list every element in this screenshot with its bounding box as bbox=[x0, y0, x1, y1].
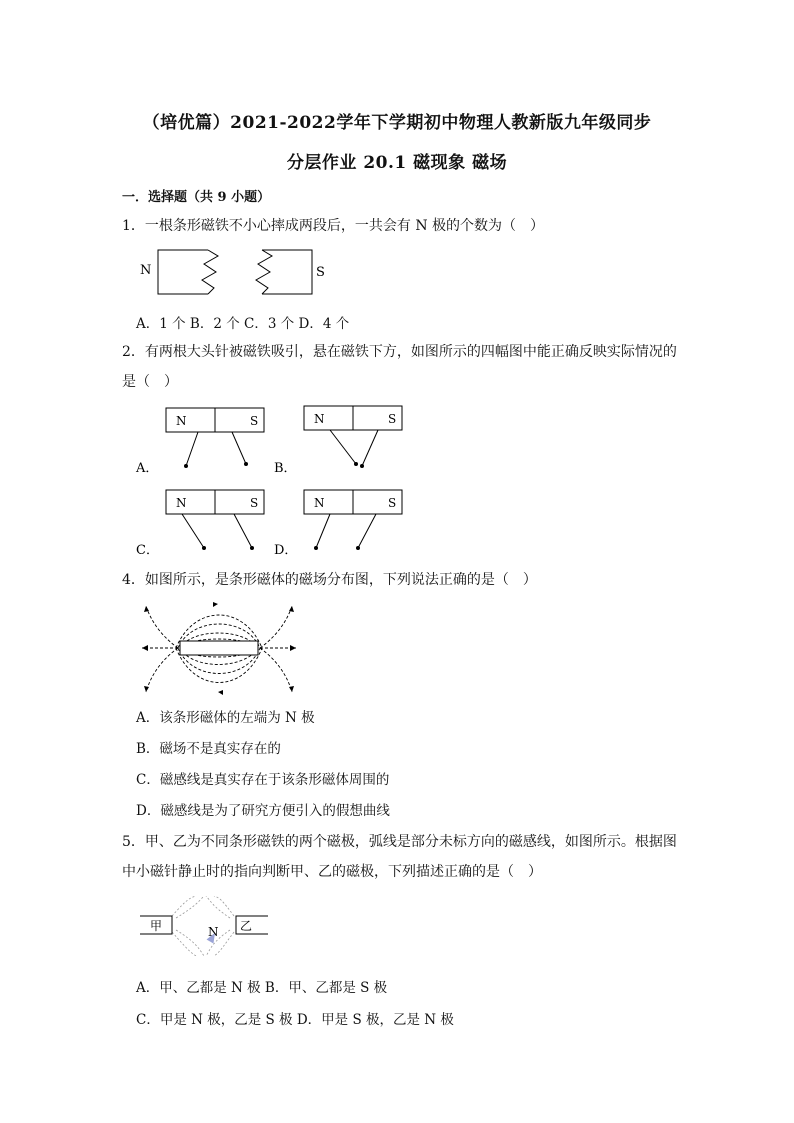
q2-label-d: D． bbox=[274, 543, 298, 558]
q1-broken-magnet-figure bbox=[136, 248, 336, 298]
q5-stem-line1: 5．甲、乙为不同条形磁铁的两个磁极，弧线是部分未标方向的磁感线，如图所示。根据图 bbox=[122, 834, 677, 850]
q2-c-n: N bbox=[176, 496, 187, 510]
q5-options-line1: A．甲、乙都是 N 极 B．甲、乙都是 S 极 bbox=[136, 980, 388, 996]
q4-stem: 4．如图所示，是条形磁体的磁场分布图，下列说法正确的是（ ） bbox=[122, 572, 537, 588]
q5-figure bbox=[140, 896, 270, 956]
q5-label-yi: 乙 bbox=[240, 919, 253, 933]
q5-options-line2: C．甲是 N 极，乙是 S 极 D．甲是 S 极，乙是 N 极 bbox=[136, 1012, 454, 1028]
q2-figures bbox=[130, 402, 420, 562]
q4-magnetic-field-figure bbox=[138, 600, 300, 696]
q4-option-b: B．磁场不是真实存在的 bbox=[136, 741, 281, 757]
q1-right-break-edge bbox=[256, 250, 272, 294]
q2-label-c: C． bbox=[136, 543, 159, 558]
q2-a-n: N bbox=[176, 414, 187, 428]
q1-s-label: S bbox=[316, 265, 325, 280]
q5-label-jia: 甲 bbox=[150, 919, 163, 933]
q1-options: A．1 个 B．2 个 C．3 个 D．4 个 bbox=[136, 316, 350, 332]
q4-option-d: D．磁感线是为了研究方便引入的假想曲线 bbox=[136, 803, 390, 819]
q1-left-piece bbox=[158, 250, 208, 294]
q2-b-n: N bbox=[314, 412, 325, 426]
q2-a-pin-right bbox=[232, 432, 246, 464]
q1-left-break-edge bbox=[202, 250, 218, 294]
q5-field-lines bbox=[172, 896, 234, 956]
q2-stem-line2: 是（ ） bbox=[122, 374, 178, 390]
section-heading: 一．选择题（共 9 小题） bbox=[122, 190, 271, 205]
q5-stem-line2: 中小磁针静止时的指向判断甲、乙的磁极，下列描述正确的是（ ） bbox=[122, 864, 542, 880]
q2-b-s: S bbox=[388, 412, 397, 426]
q4-option-c: C．磁感线是真实存在于该条形磁体周围的 bbox=[136, 772, 390, 788]
q2-c-pin-left bbox=[182, 514, 204, 548]
q1-n-label: N bbox=[140, 263, 152, 278]
q4-option-a: A．该条形磁体的左端为 N 极 bbox=[136, 710, 315, 726]
q4-bar-magnet bbox=[180, 641, 258, 655]
document-title-line2: 分层作业 20.1 磁现象 磁场 bbox=[286, 153, 508, 173]
q2-d-pin-right bbox=[358, 514, 376, 548]
q2-b-pin-left bbox=[330, 430, 356, 464]
q2-c-pin-right bbox=[234, 514, 252, 548]
q2-a-s: S bbox=[250, 414, 259, 428]
q2-d-n: N bbox=[314, 496, 325, 510]
q5-label-n: N bbox=[208, 925, 219, 939]
q2-c-s: S bbox=[250, 496, 259, 510]
q2-d-s: S bbox=[388, 496, 397, 510]
q2-stem-line1: 2．有两根大头针被磁铁吸引，悬在磁铁下方，如图所示的四幅图中能正确反映实际情况的 bbox=[122, 344, 677, 360]
q2-label-b: B． bbox=[274, 461, 297, 476]
q2-a-pin-left bbox=[186, 432, 198, 466]
q1-stem: 1．一根条形磁铁不小心摔成两段后，一共会有 N 极的个数为（ ） bbox=[122, 218, 545, 234]
document-title-line1: （培优篇）2021-2022学年下学期初中物理人教新版九年级同步 bbox=[142, 113, 652, 133]
q2-b-pin-right bbox=[362, 430, 378, 466]
q2-label-a: A． bbox=[136, 461, 159, 476]
q2-d-pin-left bbox=[316, 514, 330, 548]
